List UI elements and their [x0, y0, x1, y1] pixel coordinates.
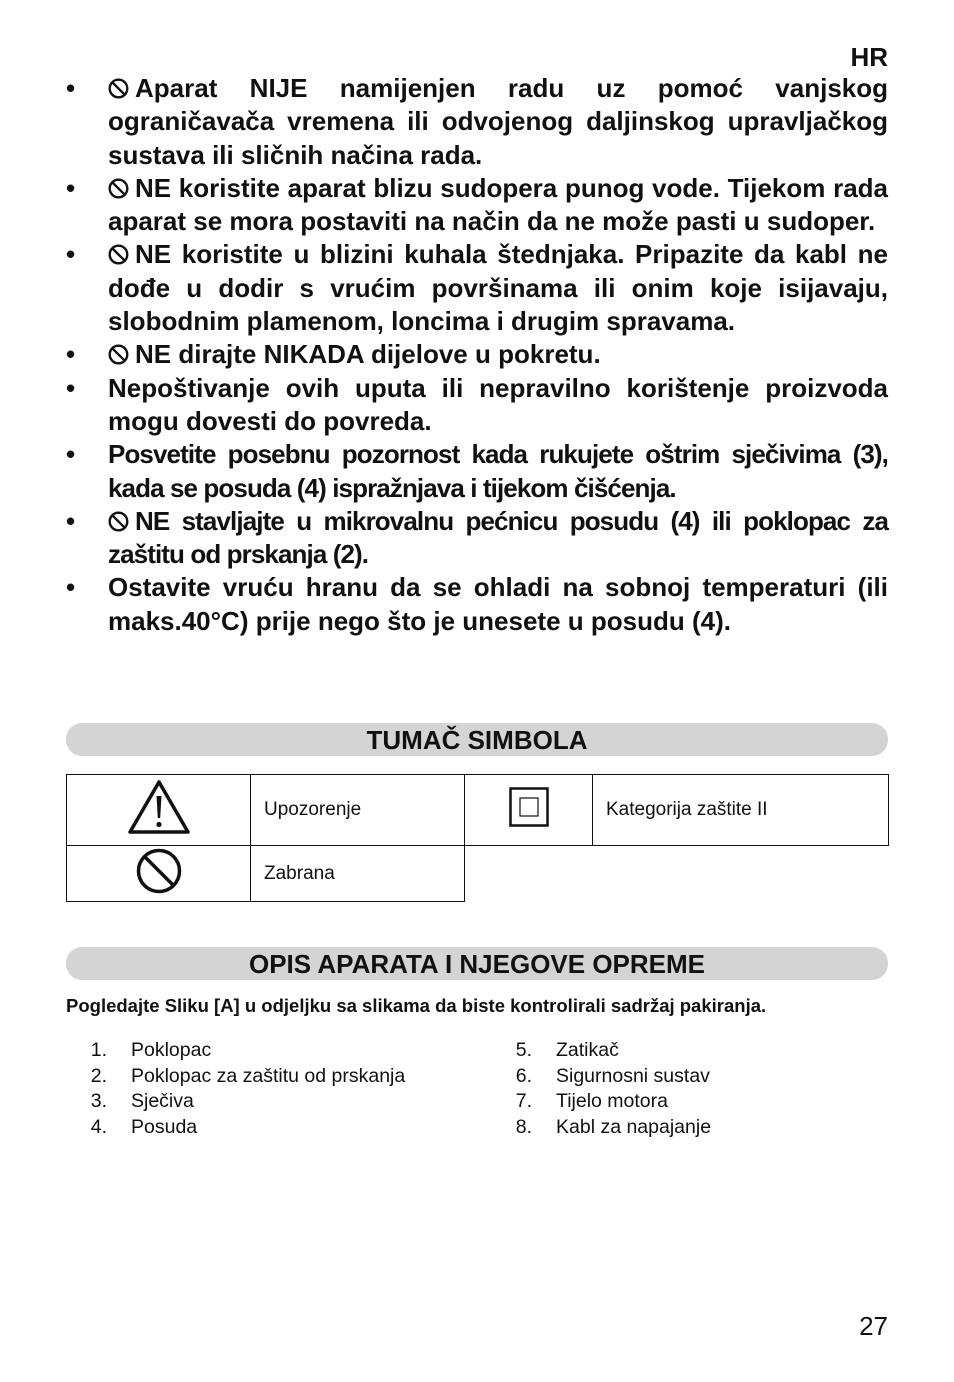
symbols-table — [66, 774, 889, 902]
symbol-label: Upozorenje — [251, 775, 465, 846]
list-item: 6. Sigurnosni sustav — [515, 1064, 710, 1087]
warning-item: • NE koristite u blizini kuhala štednjaka. Pripazite da kabl ne dođe u dodir s vrućim površinama ili onim koje isijavaju, slobodnim plamenom, loncima i drugim spravama. — [66, 238, 888, 338]
class-ii-icon — [509, 787, 549, 827]
warning-item: • NE stavljajte u mikrovalnu pećnicu posudu (4) ili poklopac za zaštitu od prskanja (2). — [66, 505, 888, 572]
parts-list-left — [66, 1038, 405, 1140]
warning-item: • NE koristite aparat blizu sudopera punog vode. Tijekom rada aparat se mora postaviti na način da ne može pasti u sudoper. — [66, 172, 888, 239]
warning-triangle-icon — [127, 779, 191, 835]
symbols-section-title: TUMAČ SIMBOLA — [66, 723, 888, 756]
prohibition-icon — [108, 78, 129, 99]
symbol-label: Kategorija zaštite II — [593, 775, 889, 846]
warning-item: • Aparat NIJE namijenjen radu uz pomoć vanjskog ograničavača vremena ili odvojenog daljinskog upravljačkog sustava ili sličnih načina rada. — [66, 72, 888, 172]
warning-symbol-cell — [67, 775, 251, 846]
prohibition-symbol-cell — [67, 846, 251, 902]
description-section-title: OPIS APARATA I NJEGOVE OPREME — [66, 947, 888, 980]
warning-item: • NE dirajte NIKADA dijelove u pokretu. — [66, 338, 888, 371]
list-item: 8. Kabl za napajanje — [515, 1115, 712, 1138]
symbol-label: Zabrana — [251, 846, 465, 902]
parts-list-right — [491, 1038, 711, 1140]
list-item: 2. Poklopac za zaštitu od prskanja — [90, 1064, 406, 1087]
prohibition-icon — [108, 178, 129, 199]
list-item: 3. Sječiva — [90, 1090, 194, 1112]
page-number: 27 — [859, 1311, 888, 1341]
class-ii-symbol-cell — [465, 775, 593, 846]
language-code: HR — [850, 42, 888, 72]
prohibition-icon — [108, 244, 129, 265]
warning-item: • Ostavite vruću hranu da se ohladi na sobnoj temperaturi (ili maks.40°C) prije nego što je unesete u posudu (4). — [66, 571, 888, 638]
safety-warnings-list — [66, 72, 888, 638]
warning-item: • Nepoštivanje ovih uputa ili nepravilno korištenje proizvoda mogu dovesti do povreda. — [66, 372, 888, 439]
prohibition-icon — [108, 511, 129, 532]
prohibition-icon — [135, 847, 183, 895]
packaging-note: Pogledajte Sliku [A] u odjeljku sa slikama da biste kontrolirali sadržaj pakiranja. — [66, 995, 767, 1016]
warning-item: • Posvetite posebnu pozornost kada rukujete oštrim sječivima (3), kada se posuda (4) ispražnjava i tijekom čišćenja. — [66, 438, 888, 505]
list-item: 5. Zatikač — [515, 1039, 619, 1061]
prohibition-icon — [108, 344, 129, 365]
list-item: 4. Posuda — [90, 1115, 198, 1138]
empty-cell — [465, 846, 889, 902]
list-item: 7. Tijelo motora — [515, 1090, 668, 1112]
list-item: 1. Poklopac — [90, 1039, 212, 1061]
